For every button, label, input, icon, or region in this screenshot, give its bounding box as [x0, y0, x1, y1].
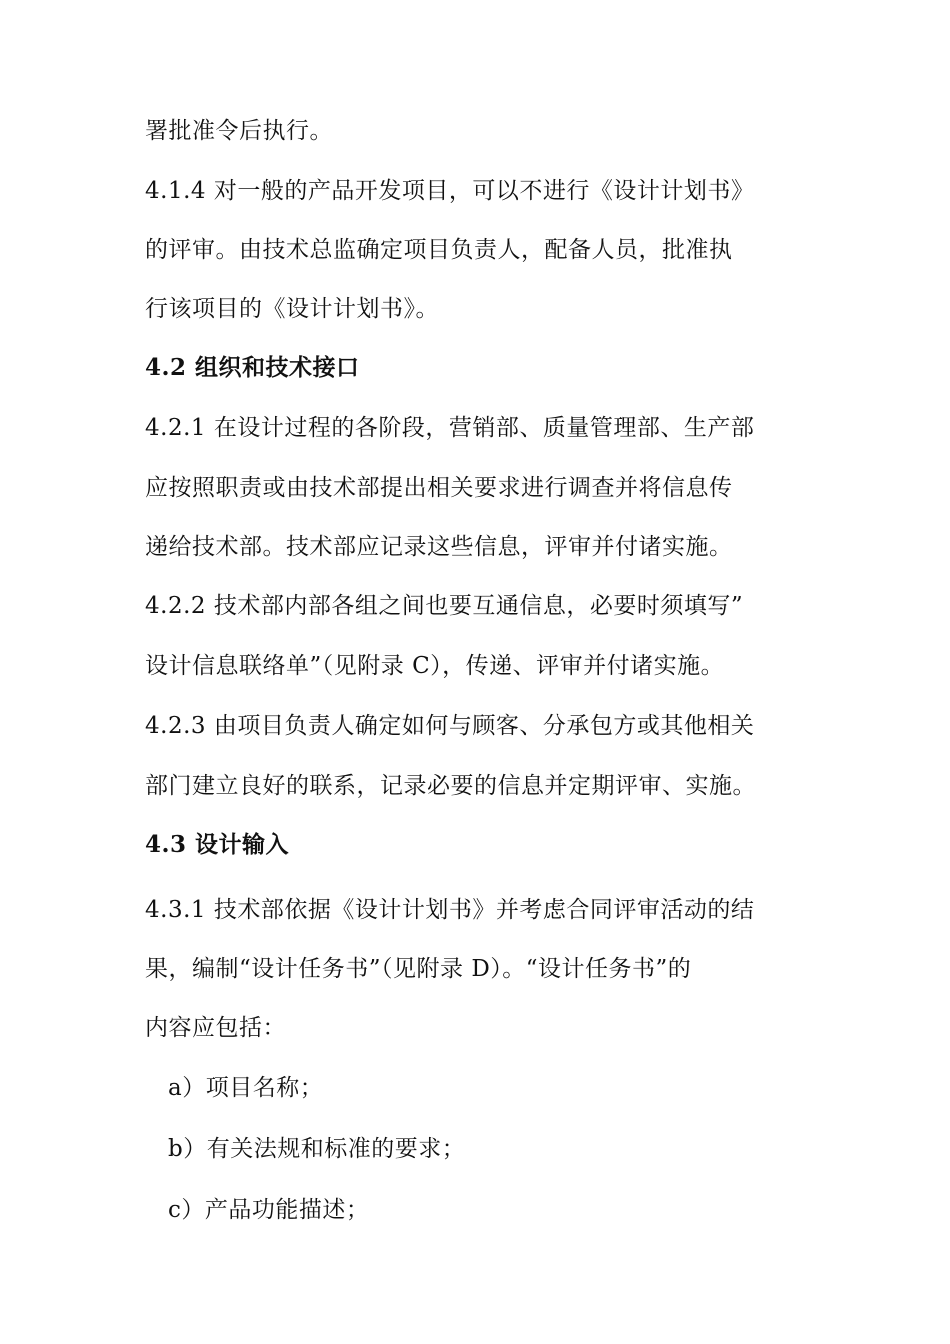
clause-4-2-1-line-2: 应按照职责或由技术部提出相关要求进行调查并将信息传: [145, 475, 733, 501]
clause-4-2-1-line-3: 递给技术部。技术部应记录这些信息，评审并付诸实施。: [145, 534, 733, 560]
clause-4-1-4-line-2: 的评审。由技术总监确定项目负责人，配备人员，批准执: [145, 237, 733, 263]
clause-4-2-3-line-1: 4.2.3 由项目负责人确定如何与顾客、分承包方或其他相关: [145, 713, 755, 739]
list-item-c: c）产品功能描述；: [168, 1197, 370, 1223]
list-item-a: a）项目名称；: [168, 1075, 324, 1101]
clause-4-1-4-line-1: 4.1.4 对一般的产品开发项目，可以不进行《设计计划书》: [145, 178, 755, 204]
section-heading-4-2: 4.2 组织和技术接口: [145, 354, 360, 381]
list-item-b: b）有关法规和标准的要求；: [168, 1136, 466, 1162]
clause-4-2-2-line-1: 4.2.2 技术部内部各组之间也要互通信息，必要时须填写”: [145, 593, 744, 619]
clause-4-3-1-line-1: 4.3.1 技术部依据《设计计划书》并考虑合同评审活动的结: [145, 897, 755, 923]
clause-4-2-1-line-1: 4.2.1 在设计过程的各阶段，营销部、质量管理部、生产部: [145, 415, 755, 441]
section-heading-4-3: 4.3 设计输入: [145, 831, 290, 858]
clause-4-1-4-line-3: 行该项目的《设计计划书》。: [145, 296, 439, 322]
clause-4-3-1-line-3: 内容应包括：: [145, 1015, 286, 1041]
text-line: 署批准令后执行。: [145, 118, 333, 144]
clause-4-2-3-line-2: 部门建立良好的联系，记录必要的信息并定期评审、实施。: [145, 773, 756, 799]
clause-4-2-2-line-2: 设计信息联络单”（见附录 C），传递、评审并付诸实施。: [145, 653, 725, 679]
clause-4-3-1-line-2: 果，编制“设计任务书”（见附录 D）。“设计任务书”的: [145, 956, 692, 982]
